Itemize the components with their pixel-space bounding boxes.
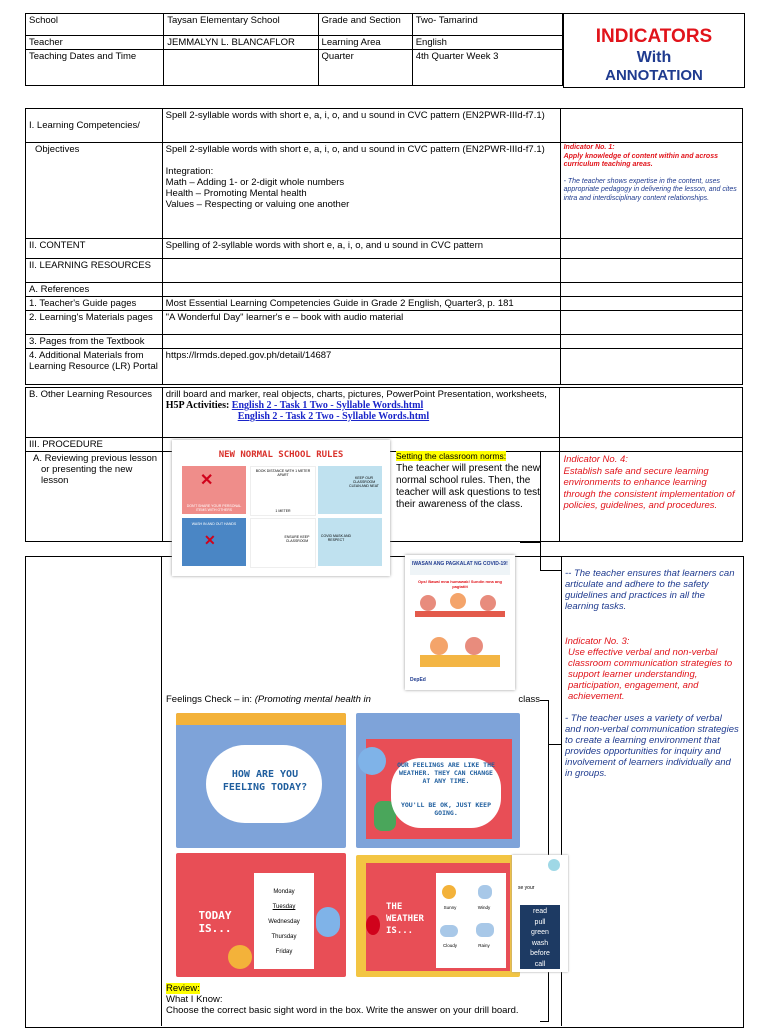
sight-words-card — [512, 855, 568, 972]
rule1-text: DON'T SHARE YOUR PERSONAL ITEMS WITH OTHERS — [186, 504, 242, 512]
poster-bar — [420, 655, 500, 667]
feelings-label: Feelings Check – in: — [166, 694, 253, 705]
day-wednesday: Wednesday — [268, 919, 300, 925]
integration-math: Math – Adding 1- or 2-digit whole numbers — [165, 177, 345, 188]
bracket-right — [520, 451, 541, 543]
dates-value — [164, 50, 318, 86]
school-label: School — [26, 14, 164, 36]
review-instruction: Choose the correct basic sight word in the box. Write the answer on your drill board. — [166, 1005, 519, 1016]
word-pull: pull — [534, 918, 546, 926]
slides-connector — [548, 744, 562, 745]
sun-icon — [228, 945, 252, 969]
rainy-icon — [476, 923, 494, 937]
quarter-label: Quarter — [318, 50, 412, 86]
word-green: green — [531, 929, 549, 936]
indicators-title: INDICATORS — [595, 26, 713, 47]
day-friday: Friday — [275, 949, 293, 955]
connector-line-1 — [540, 470, 541, 570]
teacher-value: JEMMALYN L. BLANCAFLOR — [164, 36, 318, 50]
indicator3-desc: Use effective verbal and non-verbal classroom communication strategies to support learner understanding, participation, engagement, and achievement. — [568, 647, 733, 702]
competencies-label: I. Learning Competencies/ — [26, 109, 163, 143]
objectives-label-text: Objectives — [35, 144, 80, 155]
rule6-text: COVID MASK AND RESPECT — [320, 534, 352, 542]
content-value: Spelling of 2-syllable words with short e, a, i, o, and u sound in CVC pattern — [162, 239, 560, 259]
indicator-notes-column — [565, 568, 740, 779]
person-face-icon — [420, 595, 436, 611]
tg-value: Most Essential Learning Competencies Guide in Grade 2 English, Quarter3, p. 181 — [162, 297, 560, 311]
drop-icon — [366, 915, 380, 935]
additional-label: 4. Additional Materials from Learning Resource (LR) Portal — [26, 349, 163, 385]
person-face-icon — [430, 637, 448, 655]
poster-title: IWASAN ANG PAGKALAT NG COVID-19! — [412, 561, 508, 567]
lm-value: "A Wonderful Day" learner's e – book with audio material — [162, 311, 560, 335]
other-label — [26, 388, 163, 438]
lm-label: 2. Learning's Materials pages — [26, 311, 163, 335]
feelings-line — [166, 694, 560, 705]
rule2b-text: 1 METER — [275, 509, 291, 513]
x-mark-icon: ✕ — [200, 472, 214, 489]
word-wash: wash — [531, 939, 549, 947]
rule-card-6 — [318, 518, 382, 566]
h5p-link-2[interactable]: English 2 - Task 2 Two - Syllable Words.html — [237, 411, 430, 422]
indicators-annotation: ANNOTATION — [605, 67, 703, 84]
additional-value: https://lrmds.deped.gov.ph/detail/14687 — [162, 349, 560, 385]
indicators-with: With — [636, 49, 672, 66]
review-label-text: A. Reviewing previous lesson or presenting the new lesson — [33, 453, 158, 486]
review-block — [166, 983, 560, 1016]
poster-header — [410, 559, 510, 575]
dates-label: Teaching Dates and Time — [26, 50, 164, 86]
indicator4-note: -- The teacher ensures that learners can articulate and adhere to the safety guidelines and practices in all the learning tasks. — [565, 568, 735, 612]
indicator4-title: Indicator No. 4: — [563, 454, 628, 465]
integration-health: Health – Promoting Mental health — [165, 188, 307, 199]
word-list-panel — [520, 905, 560, 969]
poster-bar — [415, 611, 505, 617]
h5p-link-1[interactable]: English 2 - Task 1 Two - Syllable Words.html — [231, 400, 424, 411]
resources-label: II. LEARNING RESOURCES — [26, 259, 163, 283]
what-i-know: What I Know: — [166, 994, 223, 1005]
indicators-box — [563, 13, 745, 88]
procedure-col-divider-1 — [161, 556, 162, 1026]
feelings-class: class — [518, 694, 540, 705]
review-label — [26, 452, 163, 542]
feelings-slide-1 — [176, 713, 346, 848]
slide1-text: HOW ARE YOU FEELING TODAY? — [222, 769, 308, 793]
slide4-title: THE WEATHER IS... — [386, 902, 424, 936]
day-monday: Monday — [273, 889, 295, 895]
indicator1-title: Indicator No. 1: — [563, 144, 615, 151]
school-rules-image — [172, 440, 390, 576]
feelings-slide-4 — [356, 855, 520, 977]
rules-title: NEW NORMAL SCHOOL RULES — [218, 450, 344, 460]
rule2-text: BOOK DISTANCE WITH 1 METER APART — [255, 469, 311, 477]
weather-rainy: Rainy — [478, 943, 490, 948]
cloudy-icon — [440, 925, 458, 937]
indicator1-cell — [560, 143, 742, 239]
word-read: read — [532, 908, 547, 915]
day-tuesday: Tuesday — [272, 904, 296, 910]
word-call: call — [534, 960, 546, 968]
word-list — [520, 905, 560, 970]
windy-icon — [478, 885, 492, 899]
review-heading: Review: — [166, 983, 200, 994]
indicator1-note: - The teacher shows expertise in the content, uses appropriate pedagogy in delivering the lesson, and cites intra and interdisciplinary content relationships. — [563, 177, 737, 202]
rule-card-3 — [318, 466, 382, 514]
other-value: drill board and marker, real objects, charts, pictures, PowerPoint Presentation, worksheets, — [165, 389, 547, 400]
quarter-value: 4th Quarter Week 3 — [412, 50, 562, 86]
rule-card-5 — [250, 518, 316, 568]
feelings-paren: (Promoting mental health in — [254, 694, 371, 705]
sunny-icon — [442, 885, 456, 899]
word-before: before — [530, 950, 550, 957]
slide3-title: TODAY IS... — [198, 909, 232, 935]
grade-value: Two- Tamarind — [412, 14, 562, 36]
indicator3-title: Indicator No. 3: — [565, 636, 630, 647]
competencies-indicator — [560, 109, 742, 143]
objectives-value: Spell 2-syllable words with short e, a, i, o, and u sound in CVC pattern (EN2PWR-IIId-f7.1) — [165, 144, 545, 155]
slide2-line1: OUR FEELINGS ARE LIKE THE WEATHER. THEY CAN CHANGE AT ANY TIME. — [397, 761, 495, 785]
day-list — [254, 885, 314, 960]
weather-windy: Windy — [477, 905, 491, 910]
rule-card-4 — [182, 518, 246, 566]
other-cell — [162, 388, 560, 438]
integration-values: Values – Respecting or valuing one another — [165, 199, 350, 210]
objectives-label — [26, 143, 163, 239]
content-label: II. CONTENT — [26, 239, 163, 259]
rule3-text: KEEP OUR CLASSROOM CLEAN AND NEAT — [349, 476, 379, 488]
poster-sub: Ops! Bawal mna humawak! Sundin mna ang pagtatiit — [417, 579, 502, 589]
no-sign-icon: ✕ — [204, 532, 216, 548]
integration-label: Integration: — [165, 166, 214, 177]
h5p-label: H5P Activities: — [165, 400, 230, 411]
weather-sunny: Sunny — [443, 905, 457, 910]
competencies-value: Spell 2-syllable words with short e, a, i, o, and u sound in CVC pattern (EN2PWR-IIId-f7.1) — [162, 109, 560, 143]
content-indicator — [560, 239, 742, 259]
side-card-top: se your — [518, 885, 535, 891]
person-face-icon — [480, 595, 496, 611]
teacher-label: Teacher — [26, 36, 164, 50]
tg-label: 1. Teacher's Guide pages — [26, 297, 163, 311]
feelings-slide-3 — [176, 853, 346, 977]
rule-card-2 — [250, 466, 316, 516]
connector-line-2 — [540, 570, 562, 571]
slide2-line2: YOU'LL BE OK, JUST KEEP GOING. — [400, 801, 491, 817]
textbook-label: 3. Pages from the Textbook — [26, 335, 163, 349]
covid-poster-image — [405, 555, 515, 690]
objectives-cell — [162, 143, 560, 239]
indicator4-desc: Establish safe and secure learning environments to enhance learning through the consistent implementation of policies, guidelines, and procedures. — [563, 465, 735, 511]
rule-card-1 — [182, 466, 246, 514]
references-label: A. References — [26, 283, 163, 297]
other-label-text: B. Other Learning Resources — [29, 389, 153, 400]
school-value: Taysan Elementary School — [164, 14, 318, 36]
feelings-slide-2 — [356, 713, 520, 848]
poster-brand: DepEd — [410, 677, 426, 683]
person-face-icon — [465, 637, 483, 655]
lesson-table — [25, 108, 743, 385]
weather-cloudy: Cloudy — [442, 943, 457, 948]
person-face-icon — [450, 593, 466, 609]
norms-text: The teacher will present the new normal school rules. Then, the teacher will ask questions to test their awareness of the class. — [396, 463, 540, 510]
header-table — [25, 13, 563, 86]
rule4-text: WASH IN AND OUT HANDS — [191, 522, 237, 526]
area-label: Learning Area — [318, 36, 412, 50]
grade-label: Grade and Section — [318, 14, 412, 36]
indicator3-note: - The teacher uses a variety of verbal and non-verbal communication strategies to create a learning environment that provides opportunities for inquiry and involvement of learners individually and in groups. — [565, 713, 739, 779]
indicator4-cell — [560, 452, 743, 542]
procedure-label: III. PROCEDURE — [26, 438, 163, 452]
cloud-face-icon — [316, 907, 340, 937]
indicator1-desc: Apply knowledge of content within and across curriculum teaching areas. — [563, 152, 718, 168]
rule5-text: ENSURE KEEP CLASSROOM — [284, 535, 310, 543]
day-thursday: Thursday — [271, 934, 297, 940]
cloud-face-icon — [358, 747, 386, 775]
area-value: English — [412, 36, 562, 50]
norms-heading: Setting the classroom norms: — [396, 451, 507, 461]
